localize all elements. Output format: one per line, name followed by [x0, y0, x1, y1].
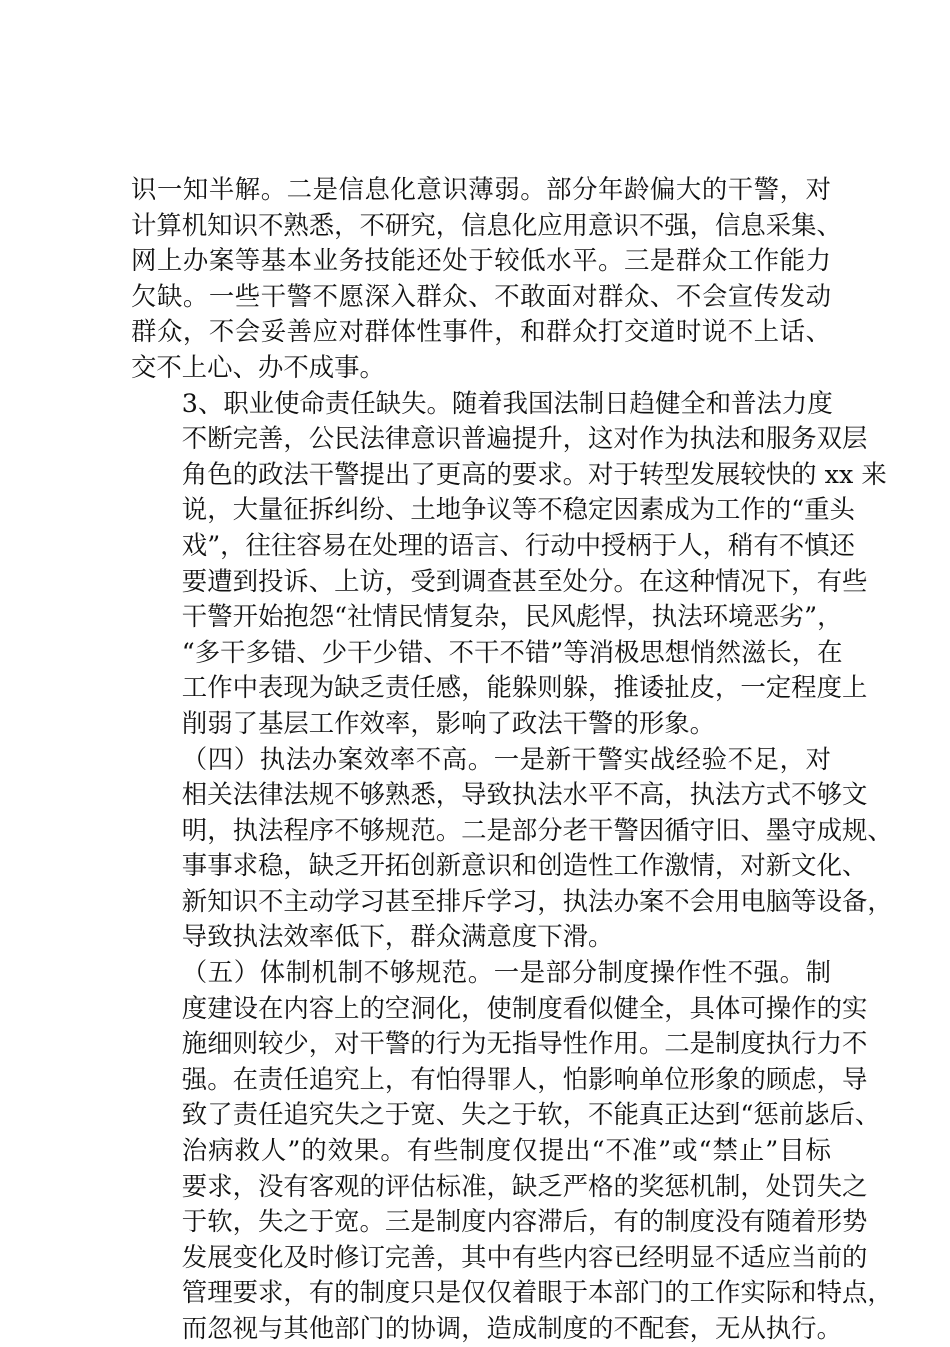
text-line: 强。在责任追究上，有怕得罪人，怕影响单位形象的顾虑，导: [181, 1063, 868, 1094]
text-line: 群众，不会妥善应对群体性事件，和群众打交道时说不上话、: [131, 316, 831, 347]
text-line: 识一知半解。二是信息化意识薄弱。部分年龄偏大的干警，对: [131, 174, 831, 204]
text-line: 要求，没有客观的评估标准，缺乏严格的奖惩机制，处罚失之: [181, 1170, 868, 1201]
text-line: 发展变化及时修订完善，其中有些内容已经明显不适应当前的: [181, 1241, 868, 1272]
text-line: 交不上心、办不成事。: [131, 351, 385, 382]
text-line: 3、职业使命责任缺失。随着我国法制日趋健全和普法力度: [181, 387, 833, 418]
text-line: 施细则较少，对干警的行为无指导性作用。二是制度执行力不: [181, 1028, 868, 1059]
text-line: 于软，失之于宽。三是制度内容滞后，有的制度没有随着形势: [181, 1206, 868, 1237]
text-line: 戏”，往往容易在处理的语言、行动中授柄于人，稍有不慎还: [181, 529, 855, 560]
text-line: 导致执法效率低下，群众满意度下滑。: [181, 921, 614, 952]
text-line: 干警开始抱怨“社情民情复杂，民风彪悍，执法环境恶劣”，: [181, 601, 843, 632]
text-line: 相关法律法规不够熟悉，导致执法水平不高，执法方式不够文: [181, 779, 868, 810]
text-line: 说，大量征拆纠纷、土地争议等不稳定因素成为工作的“重头: [181, 494, 855, 525]
text-line: 不断完善，公民法律意识普遍提升，这对作为执法和服务双层: [181, 423, 868, 454]
text-line: （五）体制机制不够规范。一是部分制度操作性不强。制: [181, 957, 831, 988]
text-line: （四）执法办案效率不高。一是新干警实战经验不足，对: [181, 743, 831, 774]
text-line: 削弱了基层工作效率，影响了政法干警的形象。: [181, 707, 715, 738]
text-line: 管理要求，有的制度只是仅仅着眼于本部门的工作实际和特点，: [181, 1277, 893, 1308]
paragraph: [131, 172, 842, 386]
document-body: [131, 172, 893, 1347]
text-line: 工作中表现为缺乏责任感，能躲则躲，推诿扯皮，一定程度上: [181, 672, 868, 703]
text-line: 计算机知识不熟悉，不研究，信息化应用意识不强，信息采集、: [131, 209, 842, 240]
paragraph: [131, 955, 893, 1347]
text-line: 度建设在内容上的空洞化，使制度看似健全，具体可操作的实: [181, 992, 868, 1023]
paragraph: [131, 386, 887, 742]
text-line: “多干多错、少干少错、不干不错”等消极思想悄然滋长，在: [181, 636, 843, 667]
text-line: 明，执法程序不够规范。二是部分老干警因循守旧、墨守成规、: [181, 814, 893, 845]
text-line: 致了责任追究失之于宽、失之于软，不能真正达到“惩前毖后、: [181, 1099, 881, 1130]
text-line: 事事求稳，缺乏开拓创新意识和创造性工作激情，对新文化、: [181, 850, 868, 881]
text-line: 角色的政法干警提出了更高的要求。对于转型发展较快的 xx 来: [181, 458, 887, 489]
text-line: 而忽视与其他部门的协调，造成制度的不配套，无从执行。: [181, 1313, 842, 1343]
text-line: 要遭到投诉、上访，受到调查甚至处分。在这种情况下，有些: [181, 565, 868, 596]
text-line: 新知识不主动学习甚至排斥学习，执法办案不会用电脑等设备，: [181, 885, 893, 916]
text-line: 治病救人”的效果。有些制度仅提出“不准”或“禁止”目标: [181, 1135, 831, 1166]
text-line: 欠缺。一些干警不愿深入群众、不敢面对群众、不会宣传发动: [131, 280, 831, 311]
text-line: 网上办案等基本业务技能还处于较低水平。三是群众工作能力: [131, 245, 831, 276]
paragraph: [131, 742, 893, 956]
